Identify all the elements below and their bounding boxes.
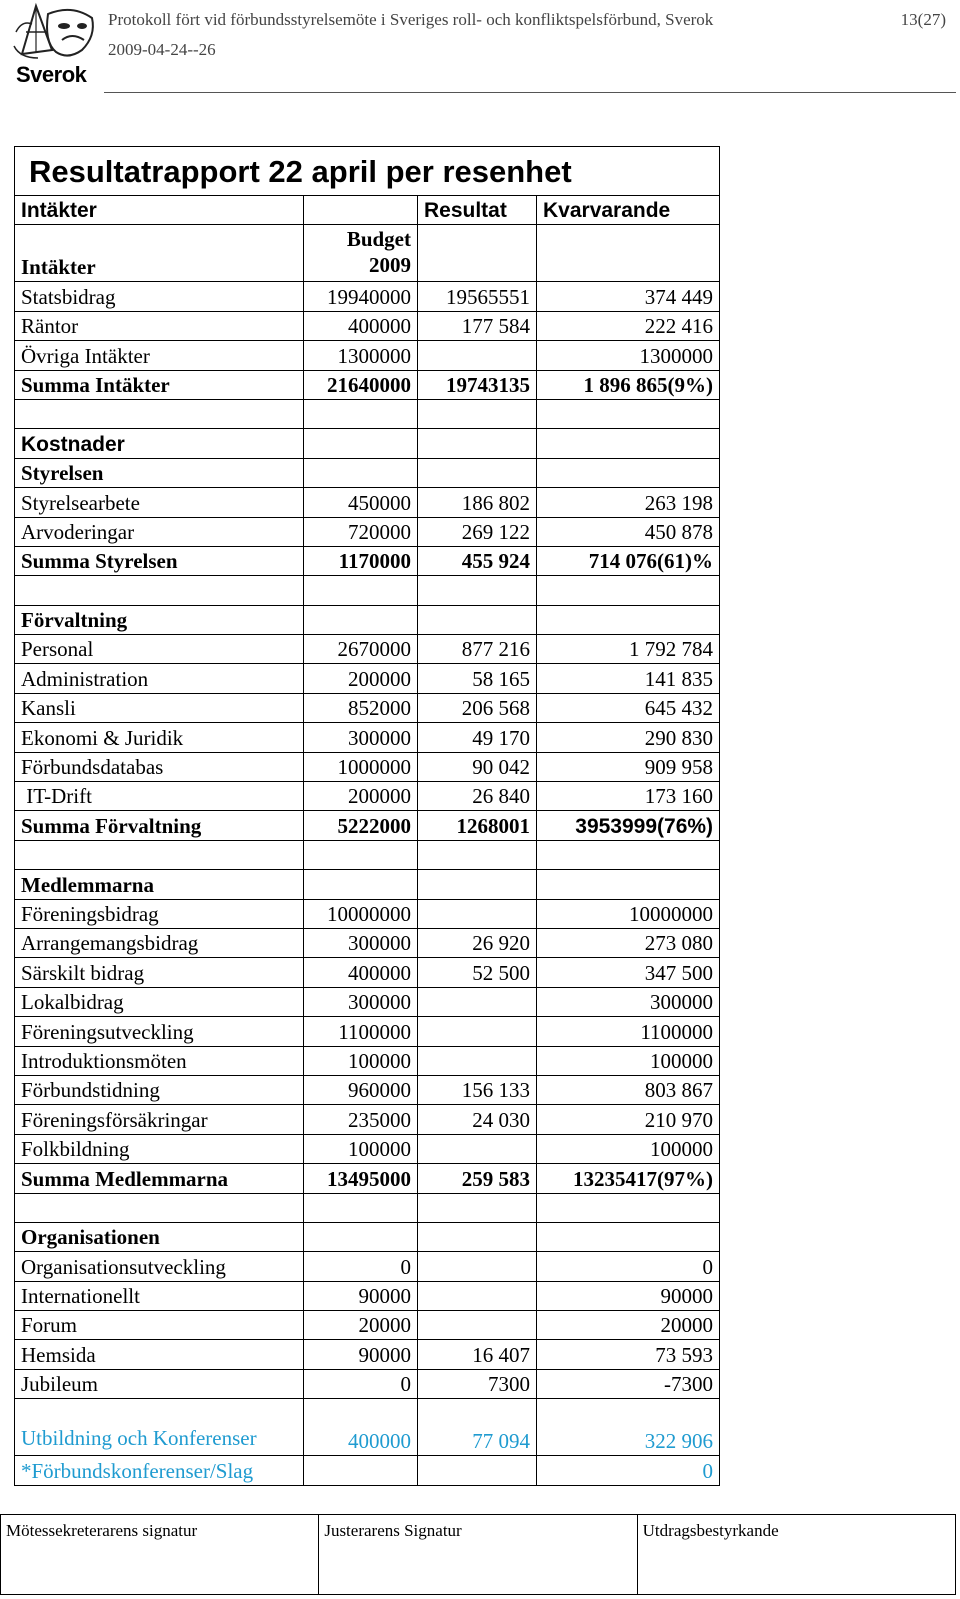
row-remaining: 10000000: [537, 899, 720, 928]
row-label: Föreningsbidrag: [15, 899, 304, 928]
row-remaining: 322 906: [537, 1399, 720, 1456]
sum-result: 259 583: [418, 1164, 537, 1193]
row-budget: 100000: [304, 1134, 418, 1163]
table-row: [15, 1105, 720, 1134]
row-result: [418, 987, 537, 1016]
row-remaining: 100000: [537, 1046, 720, 1075]
spacer-row: [15, 1193, 720, 1222]
sum-row-income: [15, 370, 720, 399]
row-label: Internationellt: [15, 1281, 304, 1310]
row-remaining: 100000: [537, 1134, 720, 1163]
row-remaining: 645 432: [537, 693, 720, 722]
row-label: Organisationsutveckling: [15, 1252, 304, 1281]
row-budget: 960000: [304, 1075, 418, 1104]
col-header-result: Resultat: [418, 196, 537, 225]
row-remaining: 222 416: [537, 311, 720, 340]
row-label: Hemsida: [15, 1340, 304, 1369]
page-number: 13(27): [900, 10, 946, 29]
table-row: [15, 723, 720, 752]
sum-label: Summa Intäkter: [15, 370, 304, 399]
row-budget: 720000: [304, 517, 418, 546]
subsection-heading-row: [15, 1222, 720, 1251]
row-label: Föreningsutveckling: [15, 1017, 304, 1046]
budget-label: Budget: [346, 226, 411, 251]
row-label: Arrangemangsbidrag: [15, 928, 304, 957]
table-row: [15, 488, 720, 517]
row-result: [418, 899, 537, 928]
sum-result: 455 924: [418, 546, 537, 575]
table-row: [15, 664, 720, 693]
row-budget: 400000: [304, 958, 418, 987]
sum-row-medlemmarna: [15, 1164, 720, 1193]
row-result: 16 407: [418, 1340, 537, 1369]
header-divider: [104, 92, 956, 93]
row-result: 90 042: [418, 752, 537, 781]
row-label: Föreningsförsäkringar: [15, 1105, 304, 1134]
row-budget: 0: [304, 1369, 418, 1398]
row-budget: 400000: [304, 1399, 418, 1456]
row-remaining: 803 867: [537, 1075, 720, 1104]
document-title: Protokoll fört vid förbundsstyrelsemöte i Sveriges roll- och konfliktspelsförbund, Sverok: [108, 10, 714, 29]
row-result: 877 216: [418, 635, 537, 664]
row-result: [418, 1017, 537, 1046]
budget-year-header: [304, 225, 418, 282]
row-label: Förbundstidning: [15, 1075, 304, 1104]
row-result: 49 170: [418, 723, 537, 752]
section-heading-kostnader: Kostnader: [15, 429, 304, 458]
budget-year: 2009: [369, 253, 411, 278]
sum-budget: 21640000: [304, 370, 418, 399]
spacer-row: [15, 576, 720, 605]
table-row-highlighted: [15, 1399, 720, 1456]
table-row: [15, 1340, 720, 1369]
row-result: 7300: [418, 1369, 537, 1398]
table-row: [15, 752, 720, 781]
subsection-heading-styrelsen: Styrelsen: [15, 458, 304, 487]
sum-remaining: 714 076(61)%: [537, 546, 720, 575]
table-row: [15, 311, 720, 340]
table-row: [15, 1281, 720, 1310]
row-label: Kansli: [15, 693, 304, 722]
report-title-row: [15, 147, 720, 196]
signature-secretary: Mötessekreterarens signatur: [1, 1515, 319, 1595]
sum-remaining-cell: [537, 811, 720, 840]
page-header: [0, 0, 960, 96]
document-date: 2009-04-24--26: [108, 40, 216, 59]
row-remaining: 173 160: [537, 782, 720, 811]
row-result: 26 920: [418, 928, 537, 957]
row-budget: 0: [304, 1252, 418, 1281]
table-row: [15, 693, 720, 722]
row-label: Arvoderingar: [15, 517, 304, 546]
row-remaining: 0: [537, 1252, 720, 1281]
row-budget: 20000: [304, 1311, 418, 1340]
table-row: [15, 928, 720, 957]
row-result: 156 133: [418, 1075, 537, 1104]
sum-remaining: 3953999(76%): [575, 814, 714, 838]
sverok-logo: [12, 2, 100, 88]
table-row: [15, 635, 720, 664]
row-label: Särskilt bidrag: [15, 958, 304, 987]
row-budget: 100000: [304, 1046, 418, 1075]
subsection-heading-medlemmarna: Medlemmarna: [15, 870, 304, 899]
row-remaining: 290 830: [537, 723, 720, 752]
row-label: IT-Drift: [15, 782, 304, 811]
row-label: Övriga Intäkter: [15, 341, 304, 370]
spacer-row: [15, 399, 720, 428]
sverok-mask-logo-icon: [12, 2, 100, 64]
col-header-label: Intäkter: [15, 196, 304, 225]
col-header-remaining: Kvarvarande: [537, 196, 720, 225]
row-budget: 1000000: [304, 752, 418, 781]
signature-table: [0, 1514, 956, 1595]
sum-row-forvaltning: [15, 811, 720, 840]
row-budget: 2670000: [304, 635, 418, 664]
table-row: [15, 1311, 720, 1340]
table-row: [15, 1075, 720, 1104]
row-remaining: 0: [537, 1456, 720, 1485]
table-row: [15, 517, 720, 546]
row-label: Ekonomi & Juridik: [15, 723, 304, 752]
section-heading-row: [15, 429, 720, 458]
row-remaining: 90000: [537, 1281, 720, 1310]
row-result: 269 122: [418, 517, 537, 546]
table-row: [15, 1134, 720, 1163]
sum-budget: 1170000: [304, 546, 418, 575]
row-remaining: 300000: [537, 987, 720, 1016]
row-budget: 19940000: [304, 282, 418, 311]
row-label: Utbildning och Konferenser: [15, 1399, 304, 1456]
row-budget: 90000: [304, 1281, 418, 1310]
row-label: Introduktionsmöten: [15, 1046, 304, 1075]
table-row: [15, 1046, 720, 1075]
row-result: 24 030: [418, 1105, 537, 1134]
row-budget: 300000: [304, 928, 418, 957]
row-result: 77 094: [418, 1399, 537, 1456]
row-result: 19565551: [418, 282, 537, 311]
table-row: [15, 1017, 720, 1046]
report-title: Resultatrapport 22 april per resenhet: [15, 147, 720, 196]
row-budget: 400000: [304, 311, 418, 340]
logo-text: Sverok: [16, 62, 87, 87]
table-row: [15, 1369, 720, 1398]
sum-budget: 5222000: [304, 811, 418, 840]
row-budget: 450000: [304, 488, 418, 517]
row-result: 186 802: [418, 488, 537, 517]
row-budget: 1100000: [304, 1017, 418, 1046]
row-result: 206 568: [418, 693, 537, 722]
sum-budget: 13495000: [304, 1164, 418, 1193]
row-label: *Förbundskonferenser/Slag: [15, 1456, 304, 1485]
row-result: [418, 1134, 537, 1163]
row-label: Forum: [15, 1311, 304, 1340]
income-rows: [15, 282, 720, 370]
row-budget: 1300000: [304, 341, 418, 370]
row-label: Styrelsearbete: [15, 488, 304, 517]
subsection-heading-organisationen: Organisationen: [15, 1222, 304, 1251]
subsection-heading-forvaltning: Förvaltning: [15, 605, 304, 634]
row-remaining: 909 958: [537, 752, 720, 781]
row-budget: 200000: [304, 782, 418, 811]
table-row: [15, 782, 720, 811]
row-label: Administration: [15, 664, 304, 693]
table-row: [15, 958, 720, 987]
sum-result: 1268001: [418, 811, 537, 840]
row-remaining: 450 878: [537, 517, 720, 546]
sum-label: Summa Förvaltning: [15, 811, 304, 840]
row-label: Jubileum: [15, 1369, 304, 1398]
row-result: 52 500: [418, 958, 537, 987]
row-remaining: -7300: [537, 1369, 720, 1398]
row-result: [418, 1456, 537, 1485]
sum-result: 19743135: [418, 370, 537, 399]
row-result: 26 840: [418, 782, 537, 811]
row-result: [418, 1046, 537, 1075]
sum-remaining: 1 896 865(9%): [537, 370, 720, 399]
row-remaining: 1 792 784: [537, 635, 720, 664]
col-header-budget: [304, 196, 418, 225]
row-remaining: 141 835: [537, 664, 720, 693]
sum-label: Summa Styrelsen: [15, 546, 304, 575]
row-budget: 90000: [304, 1340, 418, 1369]
row-budget: [304, 1456, 418, 1485]
row-budget: 200000: [304, 664, 418, 693]
table-row: [15, 1252, 720, 1281]
row-remaining: 374 449: [537, 282, 720, 311]
subsection-heading-row: [15, 605, 720, 634]
row-budget: 852000: [304, 693, 418, 722]
budget-header-row: [15, 225, 720, 282]
sum-remaining: 13235417(97%): [537, 1164, 720, 1193]
row-remaining: 210 970: [537, 1105, 720, 1134]
column-header-row: [15, 196, 720, 225]
row-label: Personal: [15, 635, 304, 664]
row-label: Statsbidrag: [15, 282, 304, 311]
row-remaining: 73 593: [537, 1340, 720, 1369]
row-remaining: 347 500: [537, 958, 720, 987]
row-remaining: 1300000: [537, 341, 720, 370]
row-label: Räntor: [15, 311, 304, 340]
table-row-highlighted: [15, 1456, 720, 1485]
income-heading: Intäkter: [15, 225, 304, 282]
spacer-row: [15, 840, 720, 869]
row-budget: 10000000: [304, 899, 418, 928]
row-result: 177 584: [418, 311, 537, 340]
row-result: [418, 1281, 537, 1310]
row-budget: 300000: [304, 987, 418, 1016]
table-row: [15, 341, 720, 370]
row-result: [418, 1252, 537, 1281]
row-label: Lokalbidrag: [15, 987, 304, 1016]
signature-adjuster: Justerarens Signatur: [319, 1515, 637, 1595]
table-row: [15, 899, 720, 928]
row-label: Folkbildning: [15, 1134, 304, 1163]
signature-certification: Utdragsbestyrkande: [637, 1515, 955, 1595]
table-row: [15, 987, 720, 1016]
row-budget: 300000: [304, 723, 418, 752]
row-remaining: 20000: [537, 1311, 720, 1340]
row-result: [418, 341, 537, 370]
row-result: [418, 1311, 537, 1340]
row-result: 58 165: [418, 664, 537, 693]
table-row: [15, 282, 720, 311]
row-remaining: 273 080: [537, 928, 720, 957]
sum-row-styrelsen: [15, 546, 720, 575]
row-label: Förbundsdatabas: [15, 752, 304, 781]
row-remaining: 1100000: [537, 1017, 720, 1046]
subsection-heading-row: [15, 870, 720, 899]
row-budget: 235000: [304, 1105, 418, 1134]
row-remaining: 263 198: [537, 488, 720, 517]
result-report-table: [14, 146, 720, 1486]
sum-label: Summa Medlemmarna: [15, 1164, 304, 1193]
subsection-heading-row: [15, 458, 720, 487]
